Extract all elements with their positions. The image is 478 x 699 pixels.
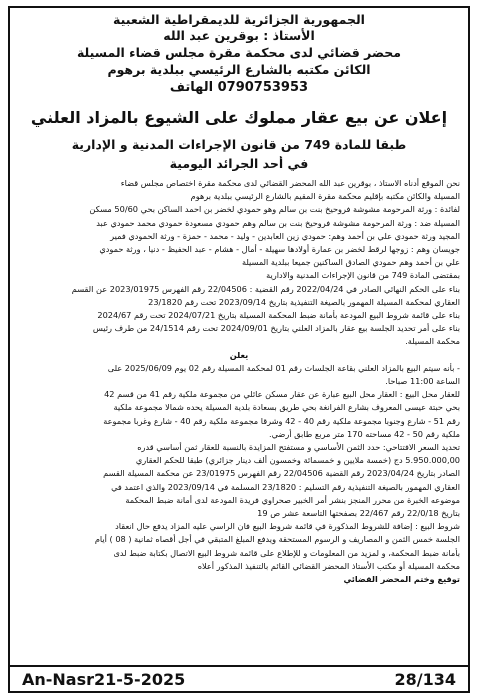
body-line: بتاريخ 22/0/18 رقم 22/467 بصفحتها التاسعة عشر ص 19	[257, 508, 460, 518]
body-line: الجلسة خمس الثمن و المصاريف و الرسوم المستحقة ويدفع المبلغ المتبقي في أجل أقصاه ثمانية ( 08 ) أيام	[94, 534, 460, 545]
footer-bar	[10, 665, 468, 691]
body-line: تحديد السعر الافتتاحي: حدد الثمن الأساسي و مستفتح المزايدة بالنسبة للعقار ثمن أساسي قدره	[137, 442, 460, 452]
body-line: العقاري المهمور بالصيغة التنفيذية رقم التسليم : 23/1820 المسلمة في 2023/09/14 والذي اعتمد في	[111, 481, 460, 492]
footer-publication-ref: An-Nasr21-5-2025	[22, 669, 186, 689]
body-line: - بأنه سيتم البيع بالمزاد العلني بقاعة الجلسات رقم 01 لمحكمة المسيلة رقم 02 يوم 2025/06/09 على	[107, 362, 460, 373]
notice-subtitle-newspaper: في أحد الجرائد اليومية	[169, 156, 309, 171]
phone-label: الهاتف	[169, 80, 214, 95]
body-line: شروط البيع : إضافة للشروط المذكورة في قائمة شروط البيع فان الراسي عليه المزاد يدفع حال انعقاد	[115, 521, 460, 532]
notice-subtitle-article: طبقا للمادة 749 من قانون الإجراءات المدنية و الإدارية	[71, 137, 407, 152]
phone-number: 0790753953	[217, 80, 309, 95]
body-line: بناء على أمر تحديد الجلسة بيع عقار بالمزاد العلني بتاريخ 2024/09/01 تحت رقم 24/1514 من طرف رئيس	[92, 323, 460, 334]
body-line: المسيلة والكائن مكتبه بإقليم محكمة مقرة المقيم بالشارع الرئيسي ببلدية برهوم	[190, 191, 460, 202]
body-line: الساعة 11:00 صباحا.	[385, 376, 460, 386]
body-line: للعقار محل البيع : العقار محل البيع عبارة عن عقار مسكن عائلي من مجموعة ملكية رقم 41 من قسم 42	[104, 389, 460, 400]
body-line: محكمة المسيلة أو مكتب الأستاذ المحضر القضائي القائم بالتنفيذ المذكور أعلاه	[197, 560, 460, 571]
body-line: بحي حبتة عيسى المعروف بشارع الفرانغة بحي طريق بسعادة بلدية المسيلة يحده شمالا مجموعة ملكية	[113, 402, 460, 413]
footer-page-number: 28/134	[394, 669, 456, 689]
body-line: العقاري لمحكمة المسيلة المهمور بالصيغة التنفيذية بتاريخ 2023/09/14 تحت رقم 23/1820	[148, 296, 460, 307]
body-line: بأمانة ضبط المحكمة، و لمزيد من المعلومات و للإطلاع على قائمة شروط البيع الاتصال بكتابة ضبط لدى	[113, 547, 460, 558]
body-line: 5.950.000,00 دج (خمسة ملايين و خمسمائة وخمسون ألف دينار جزائري) طبقا للحكم العقاري	[135, 455, 460, 466]
body-line: بمقتضى المادة 749 من قانون الإجراءات المدنية والادارية	[266, 270, 460, 281]
header-republic: الجمهورية الجزائرية للديمقراطية الشعبية	[113, 12, 365, 27]
header-phone	[20, 80, 458, 95]
body-line: نحن الموقع أدناه الاستاذ ، بوقرين عبد الله المحضر القضائي لدى محكمة مقرة اختصاص مجلس قضاء	[120, 178, 460, 188]
notice-title: إعلان عن بيع عقار مملوك على الشيوع بالمزاد العلني	[30, 108, 448, 127]
body-line: المجيد ورثة حمودي علي بن أحمد وهم: حمودي زين العابدين - وليد - محمد - حمزة - ورثة الحمودي فمير	[110, 230, 460, 241]
body-line: يعلن	[229, 349, 249, 360]
header-office-address: الكائن مكتبه بالشارع الرئيسي ببلدية برهوم	[107, 62, 371, 77]
body-line: الصادر بتاريخ 2023/04/24 رقم القضية 22/04506 رقم الفهرس 23/01975 عن محكمة المسيلة القسم	[103, 468, 460, 479]
body-line: بناء على قائمة شروط البيع المودعة بأمانة ضبط المحكمة المسيلة بتاريخ 2024/07/21 تحت رقم 2024/67	[97, 310, 460, 320]
body-line: علي بن أحمد وهم حمودي الصادق الساكنين جميعا ببلدية المسيلة	[241, 257, 460, 268]
body-line: محكمة المسيلة.	[405, 336, 460, 347]
body-line: موضوعه الخبرة من محرر المنجز بنشر أمر الخبير صحراوي فريدة المودعة لدى أمانة ضبط المحكمة	[125, 494, 460, 505]
body-line: بناء على الحكم النهائي الصادر في 2022/04/24 رقم القضية : 22/04506 رقم الفهرس 2023/01975 عن القسم	[71, 283, 460, 294]
body-line: جويسان وهم : زوجها لرقط لخضر بن عمارة أولادها سهيلة - أمال - هشام - عبد الحفيظ - دنيا ، ورثة حمودي	[99, 244, 460, 254]
body-line: لفائدة : ورثة المرحومة مشوشة فروحيخ بنت بن سالم وهو حمودي لخضر بن احمد الساكن بحي 50/60 مسكن	[89, 204, 460, 215]
body-line: المسيلة ضد : ورثة المرحومة مشوشة فروحيخ بنت بن سالم وهم حمودي مسعودة حمودي محمد حمودي عبد	[96, 217, 460, 228]
body-line: ملكية رقم 50 - 42 مساحته 170 متر مربع طابق أرضي.	[268, 428, 460, 439]
header-bailiff-name: الأستاذ : بوقرين عبد الله	[163, 28, 315, 43]
body-line: توقيع وختم المحضر القضائي	[343, 574, 460, 584]
header-court: محضر قضائي لدى محكمة مقرة مجلس قضاء المسيلة	[76, 45, 402, 60]
body-line: رقم 51 - شارع وجنوبا مجموعة ملكية رقم 40 - 42 وشرقا مجموعة ملكية رقم 40 - شارع وغربا مجموعة	[103, 415, 460, 426]
